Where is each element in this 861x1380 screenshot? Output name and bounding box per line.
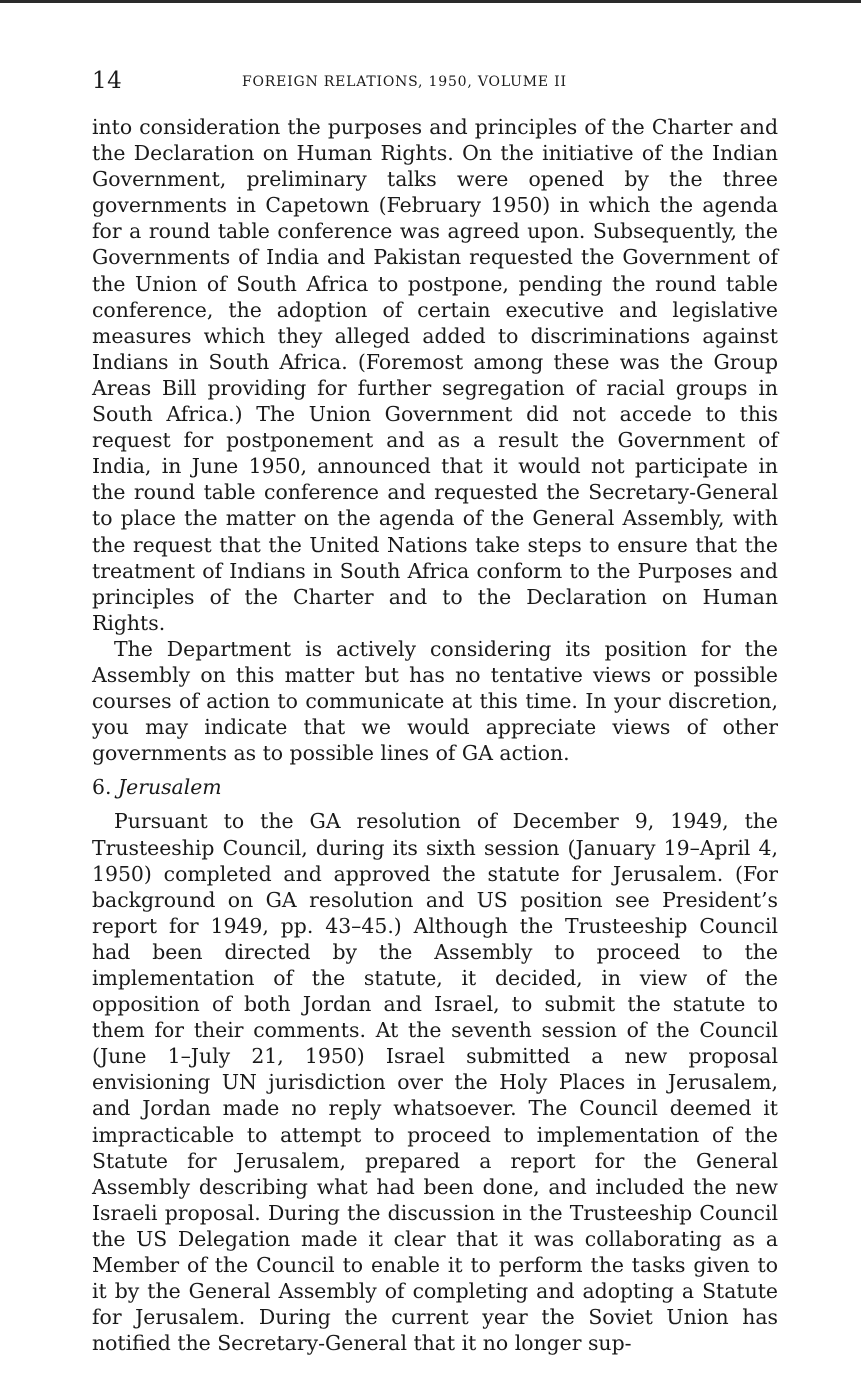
running-title: FOREIGN RELATIONS, 1950, VOLUME II	[242, 74, 567, 90]
paragraph-jerusalem: Pursuant to the GA resolution of December 9, 1949, the Trusteeship Council, during its sixth session (January 19–April 4, 1950) completed and approved the statute for Jerusalem. (For background on GA resolution and US position see President’s report for 1949, pp. 43–45.) Although the Trusteeship Council had been directed by the Assembly to proceed to the implementation of the statute, it decided, in view of the opposition of both Jordan and Israel, to submit the statute to them for their comments. At the seventh session of the Council (June 1–July 21, 1950) Israel submitted a new proposal envisioning UN jurisdiction over the Holy Places in Jerusalem, and Jordan made no reply whatsoever. The Council deemed it impracticable to attempt to proceed to implementation of the Statute for Jerusalem, prepared a report for the General Assembly describing what had been done, and included the new Israeli proposal. During the discussion in the Trusteeship Council the US Delegation made it clear that it was collaborating as a Member of the Council to enable it to perform the tasks given to it by the General Assembly of completing and adopting a Statute for Jerusalem. During the current year the Soviet Union has notified the Secretary-General that it no longer sup-	[92, 809, 778, 1356]
document-page	[92, 60, 778, 1356]
top-edge-rule	[0, 0, 861, 3]
section-title: Jerusalem	[117, 775, 222, 800]
running-header	[92, 60, 778, 96]
paragraph-department-position: The Department is actively considering its position for the Assembly on this matter but has no tentative views or possible courses of action to communicate at this time. In your discretion, you may indicate that we would appreciate views of other governments as to possible lines of GA action.	[92, 636, 778, 766]
section-number: 6.	[92, 775, 112, 800]
paragraph-continued: into consideration the purposes and principles of the Charter and the Declaration on Human Rights. On the initiative of the Indian Government, preliminary talks were opened by the three governments in Capetown (February 1950) in which the agenda for a round table conference was agreed upon. Subsequently, the Governments of India and Pakistan requested the Government of the Union of South Africa to postpone, pending the round table conference, the adoption of certain executive and legislative measures which they alleged added to discriminations against Indians in South Africa. (Foremost among these was the Group Areas Bill providing for further segregation of racial groups in South Africa.) The Union Government did not accede to this request for postponement and as a result the Government of India, in June 1950, announced that it would not participate in the round table conference and requested the Secretary-General to place the matter on the agenda of the General Assembly, with the request that the United Nations take steps to ensure that the treatment of Indians in South Africa conform to the Purposes and principles of the Charter and to the Declaration on Human Rights.	[92, 115, 778, 635]
page-number: 14	[92, 68, 123, 94]
body-text	[92, 114, 778, 1356]
section-heading-jerusalem	[92, 766, 778, 808]
